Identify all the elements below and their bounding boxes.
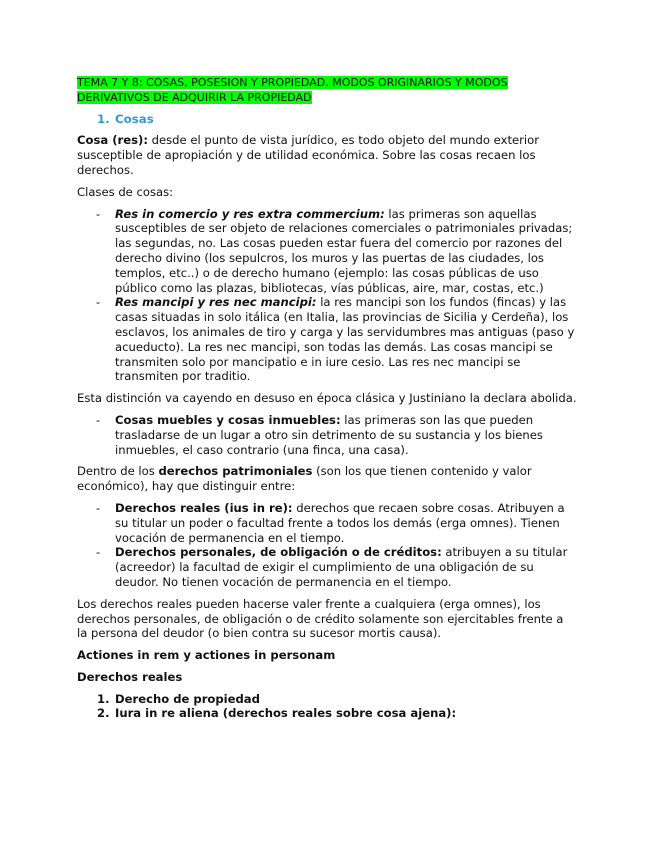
- list-item: [77, 706, 577, 721]
- list-item-term: Cosas muebles y cosas inmuebles:: [115, 412, 341, 427]
- list-item: [77, 413, 577, 457]
- list-item: [77, 295, 577, 384]
- reales-paragraph: Los derechos reales pueden hacerse valer frente a cualquiera (erga omnes), los derechos personales, de obligación o de crédito solamente son ejercitables frente a la persona del deudor (o bien contra su sucesor mortis causa).: [77, 596, 564, 641]
- list-item-text: las primeras son aquellas susceptibles de ser objeto de relaciones comerciales o patrimoniales privadas; las segundas, no. Las cosas pueden estar fuera del comercio por razones del derecho divino (los sepulcros, los muros y las puertas de las ciudades, los templos, etc..) o de derecho humano (ejemplo: las cosas públicas de uso público como las plazas, bibliotecas, vías públicas, aire, mar, costas, etc.): [115, 206, 573, 295]
- patrimoniales-term: derechos patrimoniales: [158, 464, 313, 479]
- reales-numbered-list: [77, 692, 577, 722]
- list-item-term: Derechos personales, de obligación o de créditos:: [115, 545, 442, 560]
- section-number: 1.: [97, 111, 110, 126]
- list-item-text: la res mancipi son los fundos (fincas) y las casas situadas in solo itálica (en Italia, las provincias de Sicilia y Cerdeña), los esclavos, los animales de tiro y carga y las servidumbres mas antiguas (paso y acueducto). La res nec mancipi, son todas las demás. Las cosas mancipi se transmiten solo por mancipatio e in iure cesio. Las res nec mancipi se transmiten por traditio.: [115, 295, 575, 384]
- patrimoniales-paragraph: [77, 464, 577, 494]
- actiones-heading: Actiones in rem y actiones in personam: [77, 648, 336, 663]
- title-highlight: TEMA 7 Y 8: COSAS, POSESION Y PROPIEDAD. MODOS ORIGINARIOS Y MODOS DERIVATIVOS DE ADQUIRIR LA PROPIEDAD: [77, 76, 508, 104]
- list-marker: -: [96, 206, 101, 221]
- section-heading-cosas: [97, 112, 577, 127]
- list-item-term: Res mancipi y res nec mancipi:: [115, 295, 317, 310]
- distincion-paragraph: Esta distinción va cayendo en desuso en época clásica y Justiniano la declara abolida.: [77, 391, 577, 406]
- section-label: Cosas: [115, 111, 154, 126]
- list-item-term: Res in comercio y res extra commercium:: [115, 206, 385, 221]
- clases-intro: Clases de cosas:: [77, 184, 174, 199]
- list-marker: -: [96, 295, 101, 310]
- list-item-label: Iura in re aliena (derechos reales sobre cosa ajena):: [115, 706, 457, 721]
- list-item: [77, 692, 577, 707]
- list-item: [77, 501, 577, 545]
- cosa-term: Cosa (res):: [77, 133, 148, 148]
- patrimoniales-post: (son los que tienen contenido y valor económico), hay que distinguir entre:: [77, 464, 532, 494]
- clases-list: [77, 207, 577, 385]
- document-page: [77, 76, 577, 721]
- cosa-text: desde el punto de vista jurídico, es todo objeto del mundo exterior susceptible de apropiación y de utilidad económica. Sobre las cosas recaen los derechos.: [77, 133, 539, 177]
- list-item-text: las primeras son las que pueden trasladarse de un lugar a otro sin detrimento de su sustancia y los bienes inmuebles, el caso contrario (una finca, una casa).: [115, 412, 543, 457]
- document-title: [77, 76, 577, 106]
- list-item: [77, 207, 577, 296]
- list-item-label: Derecho de propiedad: [115, 691, 260, 706]
- list-number: 1.: [97, 691, 110, 706]
- patrimoniales-pre: Dentro de los: [77, 464, 159, 479]
- derechos-list: [77, 501, 577, 590]
- list-marker: -: [96, 545, 101, 560]
- list-marker: -: [96, 500, 101, 515]
- list-number: 2.: [97, 706, 110, 721]
- muebles-list: [77, 413, 577, 457]
- list-item-term: Derechos reales (ius in re):: [115, 500, 293, 515]
- cosa-definition: [77, 133, 577, 177]
- list-marker: -: [96, 412, 101, 427]
- list-item-text: atribuyen a su titular (acreedor) la facultad de exigir el cumplimiento de una obligación de su deudor. No tienen vocación de permanencia en el tiempo.: [115, 545, 568, 589]
- list-item-text: derechos que recaen sobre cosas. Atribuyen a su titular un poder o facultad frente a todos los demás (erga omnes). Tienen vocación de permanencia en el tiempo.: [115, 500, 565, 545]
- reales-heading: Derechos reales: [77, 669, 183, 684]
- list-item: [77, 545, 577, 589]
